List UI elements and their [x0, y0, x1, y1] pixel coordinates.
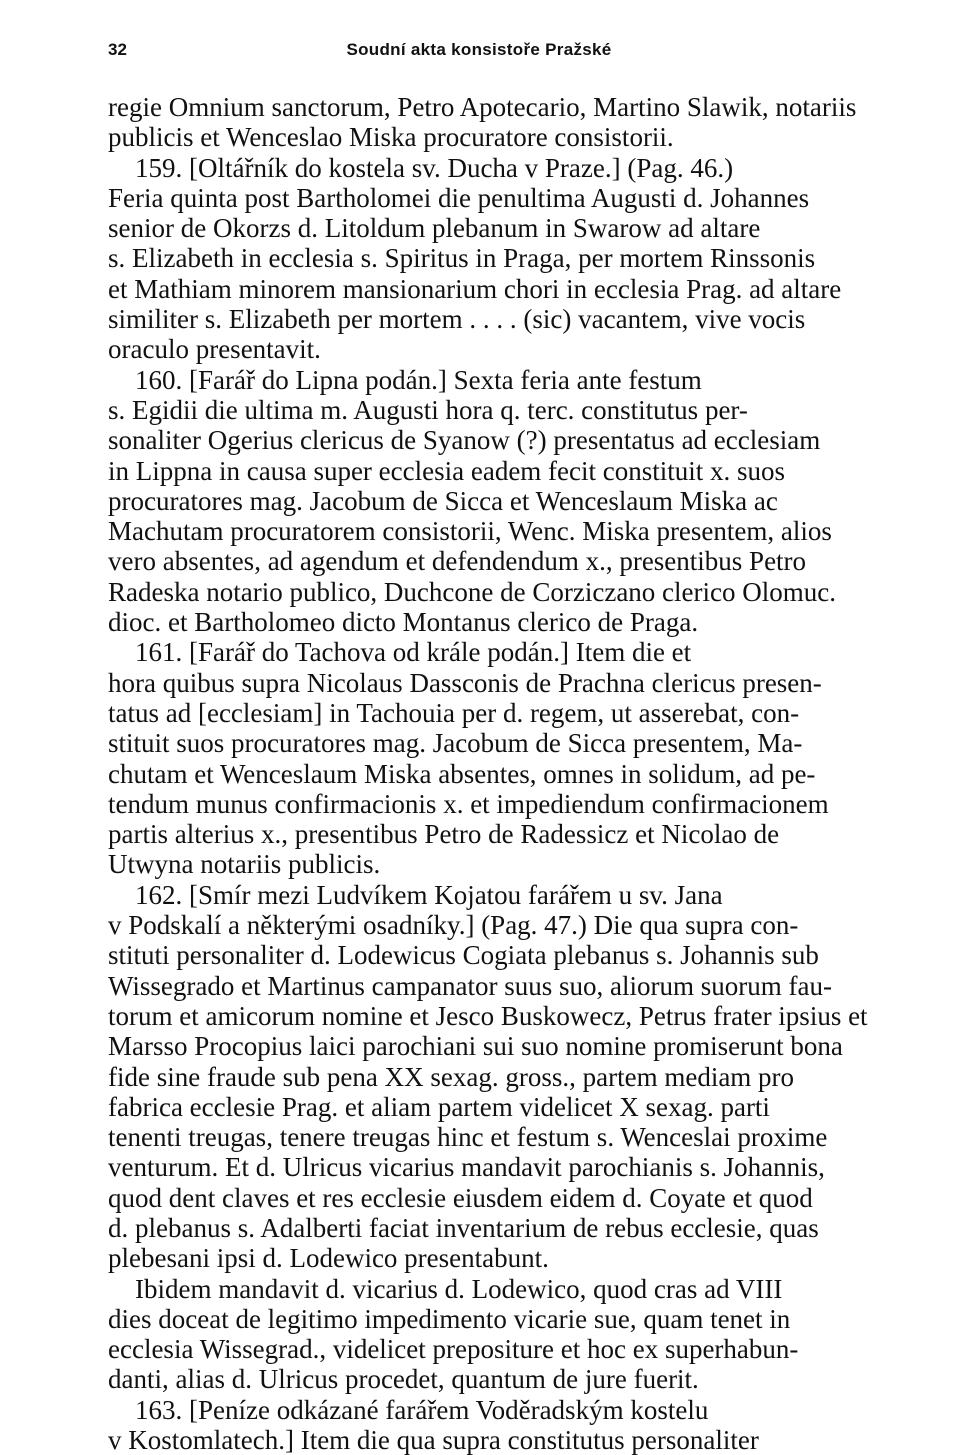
text-line: oraculo presentavit.	[108, 334, 321, 365]
text-line: similiter s. Elizabeth per mortem . . . . (sic) vacantem, vive vocis	[108, 304, 806, 335]
text-line: torum et amicorum nomine et Jesco Buskowecz, Petrus frater ipsius et	[108, 1000, 868, 1031]
text-line: danti, alias d. Ulricus procedet, quantum de jure fuerit.	[108, 1364, 699, 1395]
text-line: fide sine fraude sub pena XX sexag. gross., partem mediam pro	[108, 1061, 795, 1092]
text-line: 162. [Smír mezi Ludvíkem Kojatou farářem u sv. Jana	[108, 879, 723, 910]
text-line: tenenti treugas, tenere treugas hinc et festum s. Wenceslai proxime	[108, 1122, 828, 1153]
body-text	[108, 92, 868, 1455]
text-line: procuratores mag. Jacobum de Sicca et Wenceslaum Miska ac	[108, 485, 778, 516]
text-line: Feria quinta post Bartholomei die penultima Augusti d. Johannes	[108, 182, 810, 213]
text-line: regie Omnium sanctorum, Petro Apotecario, Martino Slawik, notariis	[108, 92, 857, 122]
text-line: venturum. Et d. Ulricus vicarius mandavit parochianis s. Johannis,	[108, 1152, 825, 1183]
text-line: v Kostomlatech.] Item die qua supra constitutus personaliter	[108, 1425, 759, 1455]
text-line: chutam et Wenceslaum Miska absentes, omnes in solidum, ad pe-	[108, 758, 816, 789]
text-line: et Mathiam minorem mansionarium chori in ecclesia Prag. ad altare	[108, 273, 842, 304]
page-header-title: Soudní akta konsistoře Pražské	[346, 40, 612, 59]
text-line: in Lippna in causa super ecclesia eadem fecit constituit x. suos	[108, 455, 786, 486]
text-line: Marsso Procopius laici parochiani sui suo nomine promiserunt bona	[108, 1031, 843, 1062]
text-line: dies doceat de legitimo impedimento vicarie sue, quam tenet in	[108, 1303, 791, 1334]
page-number: 32	[108, 40, 127, 59]
text-line: stituit suos procuratores mag. Jacobum de Sicca presentem, Ma-	[108, 728, 803, 759]
text-line: plebesani ipsi d. Lodewico presentabunt.	[108, 1243, 549, 1274]
text-line: 161. [Farář do Tachova od krále podán.] Item die et	[108, 637, 692, 668]
text-line: vero absentes, ad agendum et defendendum x., presentibus Petro	[108, 546, 807, 577]
text-line: ecclesia Wissegrad., videlicet prepositure et hoc ex superhabun-	[108, 1334, 799, 1365]
text-line: sonaliter Ogerius clericus de Syanow (?) presentatus ad ecclesiam	[108, 425, 821, 456]
text-line: Machutam procuratorem consistorii, Wenc. Miska presentem, alios	[108, 516, 832, 547]
text-line: Radeska notario publico, Duchcone de Corziczano clerico Olomuc.	[108, 576, 836, 607]
text-line: s. Egidii die ultima m. Augusti hora q. terc. constitutus per-	[108, 394, 748, 425]
text-line: tendum munus confirmacionis x. et impediendum confirmacionem	[108, 788, 829, 819]
text-line: 159. [Oltářník do kostela sv. Ducha v Praze.] (Pag. 46.)	[108, 152, 734, 183]
text-line: senior de Okorzs d. Litoldum plebanum in Swarow ad altare	[108, 213, 761, 244]
text-line: d. plebanus s. Adalberti faciat inventarium de rebus ecclesie, quas	[108, 1212, 819, 1243]
text-line: quod dent claves et res ecclesie eiusdem eidem d. Coyate et quod	[108, 1182, 813, 1213]
text-line: s. Elizabeth in ecclesia s. Spiritus in Praga, per mortem Rinssonis	[108, 243, 816, 274]
text-line: Ibidem mandavit d. vicarius d. Lodewico, quod cras ad VIII	[108, 1273, 783, 1304]
text-line: fabrica ecclesie Prag. et aliam partem videlicet X sexag. parti	[108, 1091, 770, 1122]
text-line: tatus ad [ecclesiam] in Tachouia per d. regem, ut asserebat, con-	[108, 697, 800, 728]
text-line: 160. [Farář do Lipna podán.] Sexta feria ante festum	[108, 364, 702, 395]
text-line: publicis et Wenceslao Miska procuratore consistorii.	[108, 122, 674, 153]
text-line: v Podskalí a některými osadníky.] (Pag. 47.) Die qua supra con-	[108, 910, 799, 941]
text-line: 163. [Peníze odkázané farářem Voděradským kostelu	[108, 1394, 709, 1425]
text-line: Wissegrado et Martinus campanator suus suo, aliorum suorum fau-	[108, 970, 833, 1001]
running-head	[108, 38, 850, 62]
text-line: hora quibus supra Nicolaus Dassconis de Prachna clericus presen-	[108, 667, 822, 698]
text-line: Utwyna notariis publicis.	[108, 849, 381, 880]
text-line: dioc. et Bartholomeo dicto Montanus clerico de Praga.	[108, 607, 699, 638]
text-line: stituti personaliter d. Lodewicus Cogiata plebanus s. Johannis sub	[108, 940, 819, 971]
text-line: partis alterius x., presentibus Petro de Radessicz et Nicolao de	[108, 819, 780, 850]
